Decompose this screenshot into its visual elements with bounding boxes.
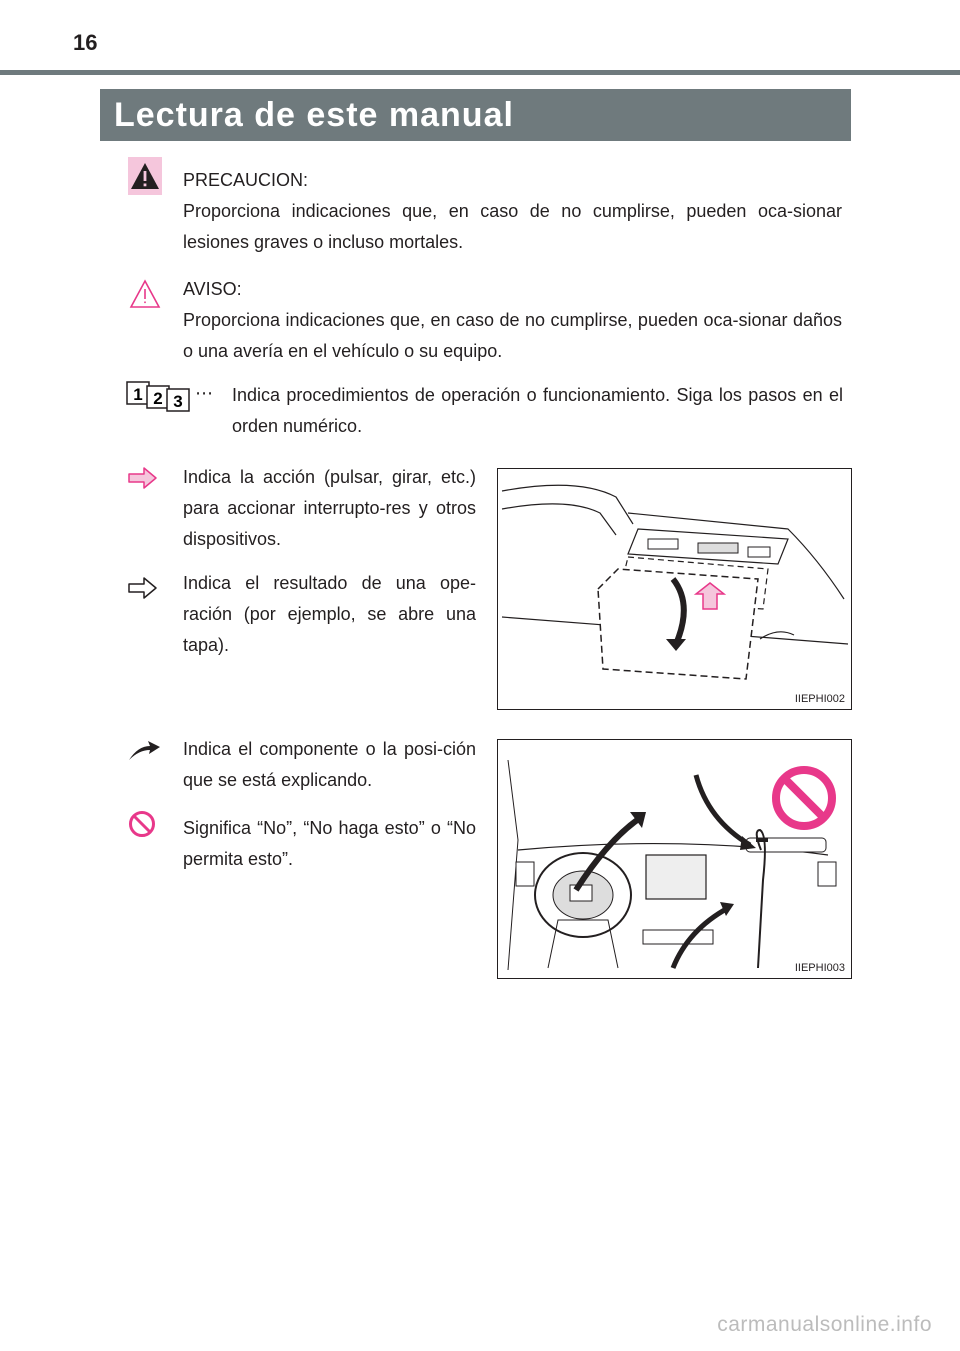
aviso-block bbox=[183, 274, 842, 367]
prohibition-text: Significa “No”, “No haga esto” o “No permita esto”. bbox=[183, 818, 476, 869]
section-title-bar bbox=[100, 89, 851, 141]
figure-dashboard bbox=[497, 739, 852, 979]
precaucion-text: Proporciona indicaciones que, en caso de no cumplirse, pueden oca-sionar lesiones graves o incluso mortales. bbox=[183, 201, 842, 252]
aviso-label: AVISO: bbox=[183, 279, 242, 299]
watermark: carmanualsonline.info bbox=[717, 1313, 932, 1336]
step-number-1: 1 bbox=[133, 385, 143, 404]
overhead-console-illustration bbox=[498, 469, 851, 709]
outline-arrow-icon bbox=[128, 576, 158, 600]
filled-arrow-icon bbox=[128, 466, 158, 490]
warning-filled-icon bbox=[128, 157, 162, 195]
step-number-3: 3 bbox=[173, 392, 183, 411]
figure-code: IIEPHI002 bbox=[794, 693, 845, 705]
steps-text: Indica procedimientos de operación o funcionamiento. Siga los pasos en el orden numérico. bbox=[232, 385, 843, 436]
curved-pointer-icon bbox=[126, 736, 162, 764]
steps-ellipsis: ⋯ bbox=[195, 383, 213, 403]
step-number-2: 2 bbox=[153, 389, 163, 408]
header-rule bbox=[0, 70, 960, 75]
page-title: Lectura de este manual bbox=[114, 96, 514, 134]
numbered-steps-icon bbox=[126, 380, 194, 412]
figure-overhead-console bbox=[497, 468, 852, 710]
warning-outline-icon bbox=[128, 275, 162, 313]
no-symbol-icon bbox=[128, 810, 156, 838]
action-text: Indica la acción (pulsar, girar, etc.) para accionar interrupto-res y otros dispositivos. bbox=[183, 467, 476, 549]
aviso-text: Proporciona indicaciones que, en caso de no cumplirse, pueden oca-sionar daños o una avería en el vehículo o su equipo. bbox=[183, 310, 842, 361]
precaucion-label: PRECAUCION: bbox=[183, 170, 309, 190]
precaucion-block bbox=[183, 165, 842, 258]
dashboard-illustration bbox=[498, 740, 851, 978]
figure-code: IIEPHI003 bbox=[794, 962, 845, 974]
result-text: Indica el resultado de una ope-ración (por ejemplo, se abre una tapa). bbox=[183, 573, 476, 655]
page-number: 16 bbox=[73, 30, 98, 55]
component-text: Indica el componente o la posi-ción que se está explicando. bbox=[183, 739, 476, 790]
